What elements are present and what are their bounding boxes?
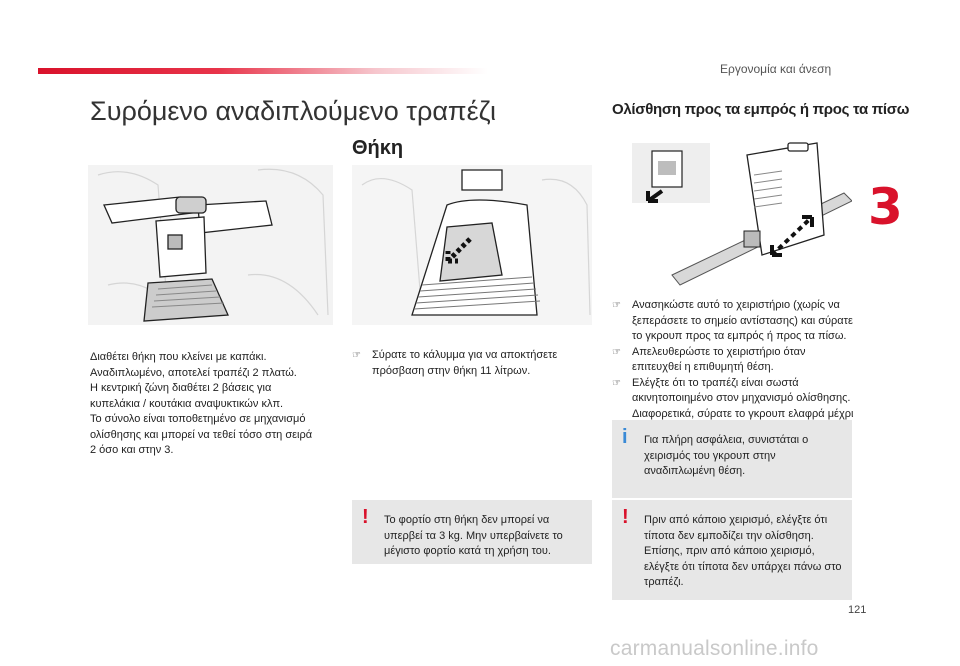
intro-line: Το σύνολο είναι τοποθετημένο σε μηχανισμό: [90, 413, 306, 425]
warning-text: Πριν από κάποιο χειρισμό, ελέγξτε ότι τίποτα δεν εμποδίζει την ολίσθηση. Επίσης, πριν από κάποιο χειρισμό, ελέγξτε ότι τίποτα δεν υπάρχει πάνω στο τραπέζι.: [644, 514, 842, 588]
header-accent-bar: [38, 68, 488, 74]
hand-pointer-icon: ☞: [612, 346, 621, 358]
info-icon: i: [622, 426, 628, 448]
warning-text: Το φορτίο στη θήκη δεν μπορεί να υπερβεί τα 3 kg. Μην υπερβαίνετε το μέγιστο φορτίο κατά τη χρήση του.: [384, 514, 563, 557]
slide-illustration: [612, 135, 852, 290]
hand-pointer-icon: ☞: [352, 350, 361, 361]
intro-line: Η κεντρική ζώνη διαθέτει 2 βάσεις για: [90, 382, 272, 394]
page-number: 121: [848, 604, 867, 616]
footer-watermark: carmanualsonline.info: [610, 637, 819, 660]
info-text: Για πλήρη ασφάλεια, συνιστάται ο χειρισμός του γκρουπ στην αναδιπλωμένη θέση.: [644, 434, 809, 477]
exclamation-icon: !: [362, 506, 369, 528]
list-item: [612, 298, 857, 345]
table-illustration: [88, 165, 333, 325]
intro-line: κυπελάκια / κουτάκια αναψυκτικών κλπ.: [90, 397, 284, 410]
storage-warning-note: [352, 500, 592, 564]
intro-line: ολίσθησης και μπορεί να τεθεί τόσο στη σειρά: [90, 428, 313, 441]
intro-line: Αναδιπλωμένο, αποτελεί τραπέζι 2 πλατώ.: [90, 366, 297, 379]
storage-illustration: [352, 165, 592, 325]
exclamation-icon: !: [622, 506, 629, 528]
slide-warning-note: [612, 500, 852, 600]
intro-line: Διαθέτει θήκη που κλείνει με καπάκι.: [90, 351, 267, 363]
list-item: [612, 345, 857, 376]
page-title: Συρόμενο αναδιπλούμενο τραπέζι: [90, 96, 497, 126]
intro-text: [90, 350, 340, 459]
step-text: Σύρατε το κάλυμμα για να αποκτήσετε πρόσβαση στην θήκη 11 λίτρων.: [372, 349, 558, 377]
step-text: Ελέγξτε ότι το τραπέζι είναι σωστά ακινητοποιημένο στον μηχανισμό ολίσθησης. Διαφορετικά, σύρατε το γκρουπ ελαφρά μέχρι: [632, 376, 854, 420]
step-text: Ανασηκώστε αυτό το χειριστήριο (χωρίς να ξεπεράσετε το σημείο αντίστασης) και σύρατε το γκρουπ προς τα εμπρός ή προς τα πίσω.: [632, 299, 853, 342]
slide-heading: Ολίσθηση προς τα εμπρός ή προς τα πίσω: [612, 101, 910, 118]
info-note: [612, 420, 852, 498]
step-text: Απελευθερώστε το χειριστήριο όταν επιτευχθεί η επιθυμητή θέση.: [632, 345, 806, 373]
intro-line: 2 όσο και στην 3.: [90, 444, 174, 456]
storage-steps: [352, 348, 587, 379]
list-item: [352, 348, 587, 379]
slide-steps: [612, 298, 857, 438]
storage-heading: Θήκη: [352, 137, 404, 159]
hand-pointer-icon: ☞: [612, 377, 621, 389]
section-title: Εργονομία και άνεση: [720, 62, 832, 76]
chapter-number: 3: [868, 178, 903, 236]
hand-pointer-icon: ☞: [612, 300, 621, 311]
